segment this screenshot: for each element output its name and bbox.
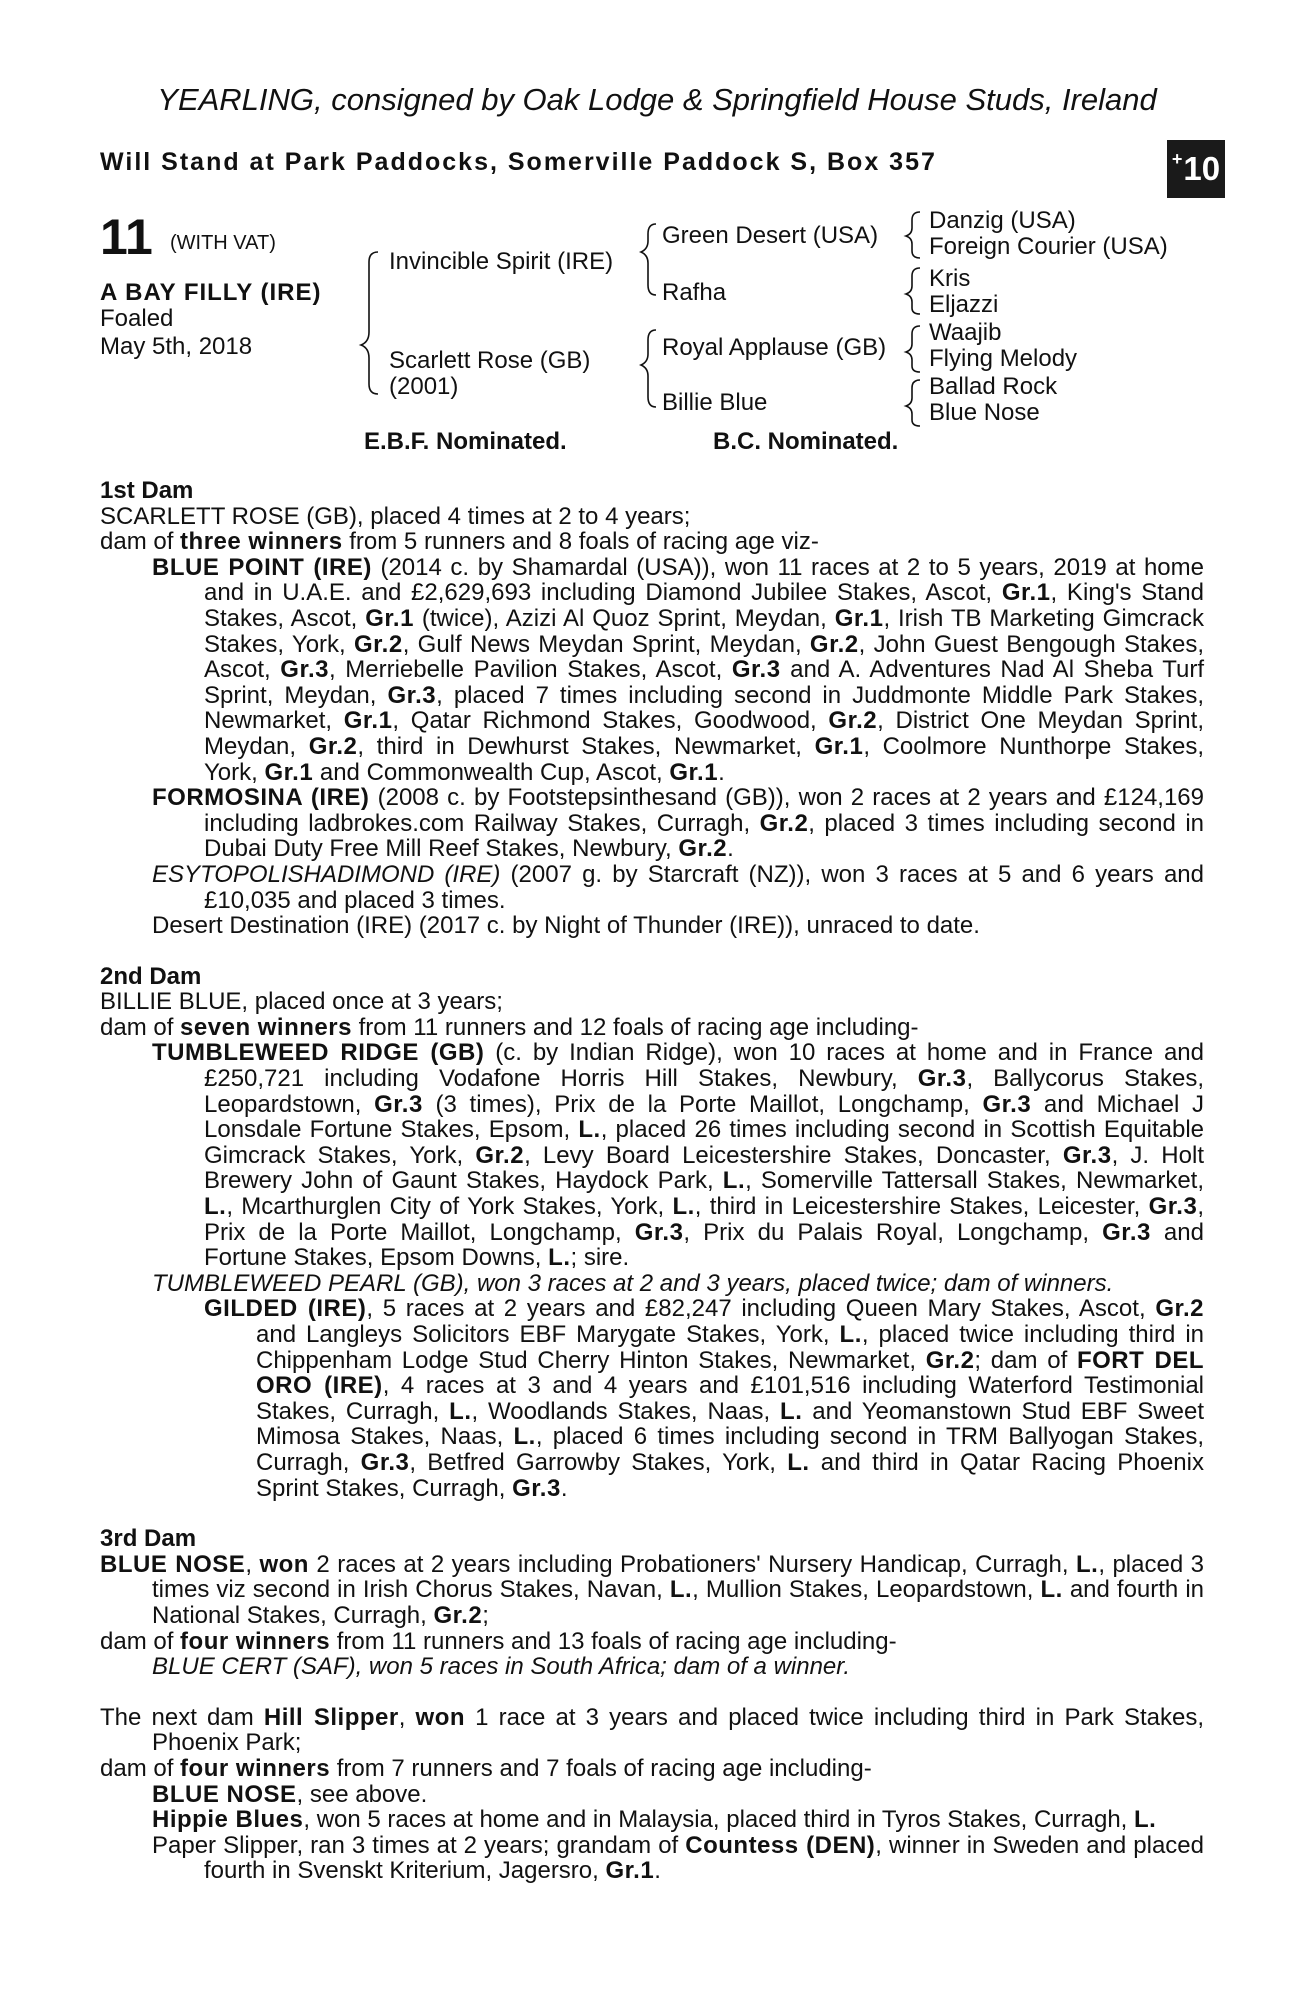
text: from 11 runners and 13 foals of racing age including-	[330, 1627, 897, 1655]
sire: Invincible Spirit (IRE)	[389, 248, 614, 275]
grade: L.	[780, 1397, 803, 1425]
progeny-name: BLUE POINT (IRE)	[152, 553, 372, 581]
text: , placed 7 times including second in Juddmonte Middle Park Stakes, Newmarket,	[204, 681, 1205, 735]
text: from 7 runners and 7 foals of racing age including-	[330, 1754, 872, 1782]
text: , placed 26 times including second in Scottish Equitable Gimcrack Stakes, York,	[204, 1116, 1205, 1169]
text: , 4 races at 3 and 4 years and £101,516 including Waterford Testimonial Stakes, Curragh,	[256, 1372, 1205, 1425]
text: .	[654, 1857, 661, 1885]
second-dam-produce-line	[100, 1015, 1204, 1041]
grade: Gr.1	[669, 758, 719, 786]
progeny-desert-destination: Desert Destination (IRE) (2017 c. by Night of Thunder (IRE)), unraced to date.	[152, 912, 980, 940]
grade: L.	[578, 1116, 601, 1144]
grade: Gr.2	[308, 732, 358, 760]
grade: Gr.2	[475, 1141, 525, 1169]
grade: Gr.3	[917, 1065, 967, 1093]
won-label: won	[259, 1550, 309, 1578]
progeny-blue-point	[152, 555, 1204, 785]
progeny-tumbleweed-ridge	[152, 1040, 1204, 1270]
won-label: won	[415, 1703, 466, 1731]
text: , John Guest Bengough Stakes, Ascot,	[204, 630, 1204, 684]
text: (2008 c. by Footstepsinthesand (GB)), won 2 races at 2 years and £124,169 including ladbrokes.com Railway Stakes, Curragh,	[204, 784, 1204, 837]
ancestor-8: Blue Nose	[929, 399, 1040, 426]
progeny-paper-slipper	[152, 1833, 1204, 1884]
grade: Gr.2	[433, 1601, 483, 1629]
progeny-name: GILDED (IRE)	[204, 1295, 367, 1323]
text: from 5 runners and 8 foals of racing age viz-	[342, 528, 819, 556]
progeny-esytopolishadimond	[152, 862, 1204, 913]
text: ;	[482, 1601, 489, 1629]
progeny-hippie-blues	[152, 1807, 1204, 1833]
progeny-formosina	[152, 785, 1204, 862]
text: , winner in Sweden and placed fourth in Svenskt Kriterium, Jagersro,	[204, 1831, 1205, 1885]
text: The next dam	[100, 1703, 264, 1731]
next-dam-line	[100, 1705, 1204, 1756]
brace-g1	[906, 212, 920, 258]
text: (2014 c. by Shamardal (USA)), won 11 races at 2 to 5 years, 2019 at home and in U.A.E. and £2,629,693 including Diamond Jubilee Stakes, Ascot,	[204, 553, 1204, 607]
text: , Ballycorus Stakes, Leopardstown,	[204, 1065, 1204, 1118]
progeny-blue-nose	[152, 1782, 1204, 1808]
text: , placed twice including third in Chippenham Lodge Stud Cherry Hinton Stakes, Newmarket,	[256, 1321, 1204, 1374]
brace-g2	[906, 268, 920, 314]
grade: Gr.3	[374, 1090, 423, 1118]
grade: Gr.3	[512, 1474, 561, 1502]
text: , placed 3 times including second in Dubai Duty Free Mill Reef Stakes, Newbury,	[204, 809, 1204, 863]
text: , see above.	[296, 1780, 428, 1808]
text: and Michael J Lonsdale Fortune Stakes, Epsom,	[204, 1090, 1204, 1144]
bc-nominated: B.C. Nominated.	[713, 428, 899, 455]
text: , 5 races at 2 years and £82,247 including Queen Mary Stakes, Ascot,	[366, 1295, 1156, 1323]
text: , Mcarthurglen City of York Stakes, York,	[226, 1193, 673, 1221]
progeny-name: ESYTOPOLISHADIMOND (IRE)	[152, 860, 501, 888]
foaled-label: Foaled	[100, 305, 174, 332]
grade: L.	[204, 1193, 227, 1221]
first-dam-title: 1st Dam	[100, 477, 194, 504]
consignor-title: YEARLING, consigned by Oak Lodge & Springfield House Studs, Ireland	[157, 82, 1157, 117]
text: (2007 g. by Starcraft (NZ)), won 3 races at 5 and 6 years and £10,035 and placed 3 times.	[204, 860, 1204, 914]
text: , Merriebelle Pavilion Stakes, Ascot,	[329, 656, 732, 684]
text: and Commonwealth Cup, Ascot,	[313, 758, 670, 786]
text: and Fortune Stakes, Epsom Downs,	[204, 1218, 1204, 1272]
grade: Gr.3	[280, 656, 329, 684]
ebf-nominated: E.B.F. Nominated.	[364, 428, 567, 455]
grade: Gr.2	[925, 1346, 975, 1374]
winner-count: seven winners	[180, 1013, 352, 1041]
text: 1 race at 3 years and placed twice including third in Park Stakes, Phoenix Park;	[152, 1703, 1204, 1757]
text: .	[718, 758, 725, 786]
grade: L.	[672, 1193, 695, 1221]
ancestor-7: Ballad Rock	[929, 373, 1058, 400]
text: (3 times), Prix de la Porte Maillot, Longchamp,	[422, 1090, 983, 1118]
first-dam-produce-line	[100, 529, 1204, 555]
ancestor-4: Eljazzi	[929, 291, 999, 318]
grade: L.	[1040, 1576, 1063, 1604]
grade: Gr.3	[982, 1090, 1032, 1118]
ancestor-1: Danzig (USA)	[929, 207, 1076, 234]
brace-g4	[906, 380, 920, 426]
progeny-name: FORT DEL ORO (IRE)	[256, 1346, 1205, 1400]
grade: L.	[449, 1397, 472, 1425]
grade: Gr.1	[264, 758, 314, 786]
grade: L.	[1076, 1550, 1099, 1578]
grade: Gr.2	[354, 630, 403, 658]
brace-main	[361, 252, 378, 394]
brace-g3	[906, 326, 920, 372]
grade: Gr.1	[365, 604, 414, 632]
text: (twice), Azizi Al Quoz Sprint, Meydan,	[413, 604, 835, 632]
text: and Yeomanstown Stud EBF Sweet Mimosa Stakes, Naas,	[256, 1397, 1204, 1451]
grade: L.	[722, 1167, 746, 1195]
grade: L.	[787, 1448, 810, 1476]
grade: L.	[548, 1244, 571, 1272]
ancestor-3: Kris	[929, 265, 971, 292]
grade: Gr.3	[387, 681, 437, 709]
text: dam of	[100, 1013, 181, 1041]
next-dam-produce-line	[100, 1756, 1204, 1782]
progeny-name: Countess (DEN)	[685, 1831, 876, 1859]
dam-dam: Billie Blue	[662, 389, 768, 416]
grade: Gr.1	[605, 1857, 655, 1885]
grade: Gr.1	[1001, 579, 1051, 607]
text: ; sire.	[570, 1244, 630, 1272]
brace-sire	[641, 224, 656, 295]
grade: Gr.2	[809, 630, 859, 658]
first-dam-line: SCARLETT ROSE (GB), placed 4 times at 2 to 4 years;	[100, 502, 691, 530]
text: , Prix de la Porte Maillot, Longchamp,	[204, 1193, 1204, 1246]
grade: Gr.3	[731, 656, 781, 684]
ancestor-5: Waajib	[929, 319, 1002, 346]
progeny-gilded	[204, 1296, 1204, 1501]
stand-location: Will Stand at Park Paddocks, Somerville Paddock S, Box 357	[100, 148, 937, 176]
text: .	[727, 835, 734, 863]
text: .	[560, 1474, 568, 1502]
ancestor-6: Flying Melody	[929, 345, 1078, 372]
grade: Gr.3	[634, 1218, 684, 1246]
text: , placed 6 times including second in TRM Ballyogan Stakes, Curragh,	[256, 1423, 1204, 1476]
grade: Gr.3	[360, 1448, 410, 1476]
dam-name: BLUE NOSE	[100, 1550, 246, 1578]
grade: Gr.3	[1062, 1141, 1112, 1169]
dam-line1: Scarlett Rose (GB)	[389, 347, 591, 374]
text: , Levy Board Leicestershire Stakes, Doncaster,	[524, 1141, 1063, 1169]
text: , Qatar Richmond Stakes, Goodwood,	[392, 707, 829, 735]
winner-count: four winners	[180, 1754, 331, 1782]
text: , Woodlands Stakes, Naas,	[471, 1397, 781, 1425]
grade: Gr.2	[828, 707, 878, 735]
text: 2 races at 2 years including Probationers' Nursery Handicap, Curragh,	[308, 1550, 1076, 1578]
progeny-name: Hippie Blues	[152, 1806, 304, 1834]
grade: L.	[669, 1576, 693, 1604]
text: from 11 runners and 12 foals of racing age including-	[351, 1013, 919, 1041]
lot-number: 11	[100, 209, 153, 265]
winner-count: three winners	[180, 528, 343, 556]
text: , Gulf News Meydan Sprint, Meydan,	[402, 630, 810, 658]
text: and Langleys Solicitors EBF Marygate Stakes, York,	[256, 1321, 840, 1348]
second-dam-title: 2nd Dam	[100, 962, 202, 990]
text: dam of	[100, 1627, 181, 1655]
grade: Gr.3	[1148, 1193, 1198, 1221]
sire-sire: Green Desert (USA)	[662, 222, 879, 249]
progeny-name: TUMBLEWEED RIDGE (GB)	[152, 1039, 485, 1067]
text: , third in Dewhurst Stakes, Newmarket,	[357, 732, 815, 760]
progeny-name: FORMOSINA (IRE)	[152, 784, 370, 812]
grade: L.	[839, 1321, 862, 1348]
foaled-date: May 5th, 2018	[100, 333, 253, 360]
badge-plus: +	[1171, 148, 1183, 169]
text: , Coolmore Nunthorpe Stakes, York,	[204, 732, 1205, 786]
text: , placed 3 times viz second in Irish Chorus Stakes, Navan,	[152, 1550, 1204, 1604]
sire-dam: Rafha	[662, 279, 727, 306]
progeny-blue-cert: BLUE CERT (SAF), won 5 races in South Africa; dam of a winner.	[152, 1653, 851, 1681]
third-dam-title: 3rd Dam	[100, 1525, 197, 1553]
progeny-name: BLUE NOSE	[152, 1780, 297, 1808]
text: , Mullion Stakes, Leopardstown,	[692, 1576, 1041, 1604]
grade: L.	[1134, 1806, 1157, 1834]
grade: Gr.1	[814, 732, 864, 760]
third-dam-produce-line	[100, 1629, 1204, 1655]
grade: Gr.3	[1102, 1218, 1151, 1246]
text: , Irish TB Marketing Gimcrack Stakes, York,	[204, 604, 1205, 658]
brace-dam	[641, 330, 656, 407]
second-dam-line: BILLIE BLUE, placed once at 3 years;	[100, 988, 503, 1016]
text: , third in Leicestershire Stakes, Leicester,	[694, 1193, 1149, 1221]
text: Paper Slipper, ran 3 times at 2 years; grandam of	[152, 1831, 686, 1859]
text: , King's Stand Stakes, Ascot,	[204, 579, 1205, 632]
grade: Gr.2	[678, 835, 728, 863]
text: , Prix du Palais Royal, Longchamp,	[683, 1218, 1103, 1246]
text: ,	[245, 1550, 260, 1578]
grade: Gr.2	[759, 809, 809, 837]
dam-name: Hill Slipper	[263, 1703, 399, 1731]
progeny-tumbleweed-pearl: TUMBLEWEED PEARL (GB), won 3 races at 2 and 3 years, placed twice; dam of winners.	[152, 1269, 1114, 1297]
third-dam-line	[100, 1552, 1204, 1629]
vat-note: (WITH VAT)	[170, 232, 276, 254]
text: , won 5 races at home and in Malaysia, placed third in Tyros Stakes, Curragh,	[303, 1806, 1134, 1834]
winner-count: four winners	[180, 1627, 331, 1655]
badge-number: 10	[1183, 150, 1221, 187]
text: , Somerville Tattersall Stakes, Newmarket,	[745, 1167, 1205, 1195]
pedigree-body	[100, 478, 1204, 1884]
horse-name: A BAY FILLY (IRE)	[100, 279, 322, 306]
grade: L.	[513, 1423, 536, 1451]
text: , District One Meydan Sprint, Meydan,	[204, 707, 1204, 760]
grade: Gr.2	[1155, 1295, 1205, 1323]
dam-line2: (2001)	[389, 373, 459, 400]
text: , Betfred Garrowby Stakes, York,	[409, 1448, 788, 1476]
text: dam of	[100, 1754, 181, 1782]
text: dam of	[100, 528, 181, 556]
text: (c. by Indian Ridge), won 10 races at home and in France and £250,721 including Vodafone Horris Hill Stakes, Newbury,	[204, 1039, 1205, 1093]
ancestor-2: Foreign Courier (USA)	[929, 233, 1168, 260]
grade: Gr.1	[834, 604, 884, 632]
text: and A. Adventures Nad Al Sheba Turf Sprint, Meydan,	[204, 656, 1205, 709]
text: ,	[398, 1703, 416, 1731]
text: ; dam of	[974, 1346, 1077, 1374]
text: , J. Holt Brewery John of Gaunt Stakes, Haydock Park,	[204, 1141, 1204, 1195]
dam-sire: Royal Applause (GB)	[662, 334, 887, 361]
text: and third in Qatar Racing Phoenix Sprint Stakes, Curragh,	[256, 1448, 1204, 1502]
text: and fourth in National Stakes, Curragh,	[152, 1576, 1204, 1629]
grade: Gr.1	[343, 707, 393, 735]
